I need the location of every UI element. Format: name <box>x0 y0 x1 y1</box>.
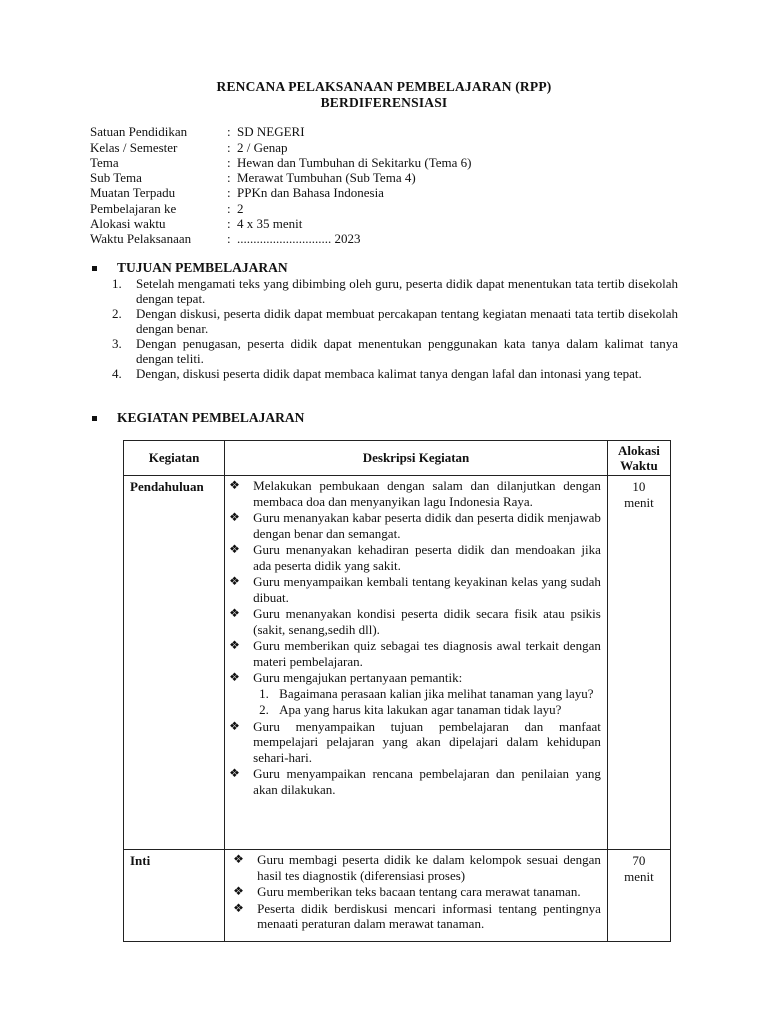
pemantik-text: Bagaimana perasaan kalian jika melihat tanaman yang layu? <box>279 685 594 701</box>
identity-colon: : <box>227 170 231 185</box>
identity-value: PPKn dan Bahasa Indonesia <box>237 185 384 200</box>
list-item <box>229 478 601 509</box>
diamond-bullet-icon: ❖ <box>229 638 240 652</box>
objective-text: Dengan, diskusi peserta didik dapat membaca kalimat tanya dengan lafal dan intonasi yang tepat. <box>136 366 642 381</box>
list-item-text: Melakukan pembukaan dengan salam dan dilanjutkan dengan membaca doa dan menyanyikan lagu Indonesia Raya. <box>253 478 601 509</box>
identity-value: SD NEGERI <box>237 124 305 139</box>
identity-colon: : <box>227 201 231 216</box>
diamond-bullet-icon: ❖ <box>229 670 240 684</box>
table-header-row <box>124 441 671 476</box>
list-item-text: Guru menyampaikan tujuan pembelajaran dan manfaat mempelajari pelajaran yang akan dipelajari dalam kehidupan sehari-hari. <box>253 718 601 765</box>
list-item <box>229 670 601 718</box>
objective-item <box>112 366 678 381</box>
pemantik-number: 2. <box>259 702 269 717</box>
section-heading-kegiatan: KEGIATAN PEMBELAJARAN <box>117 410 305 425</box>
list-item <box>233 901 601 932</box>
list-item-text: Guru memberikan teks bacaan tentang cara merawat tanaman. <box>257 884 581 899</box>
activity-description <box>225 850 608 942</box>
identity-colon: : <box>227 140 231 155</box>
identity-label: Alokasi waktu <box>90 216 166 231</box>
list-item <box>229 510 601 541</box>
duration-unit: menit <box>624 494 654 510</box>
identity-value: ............................. 2023 <box>237 231 361 246</box>
identity-label: Waktu Pelaksanaan <box>90 231 192 246</box>
pemantik-list <box>253 686 601 718</box>
list-item-text: Guru menanyakan kondisi peserta didik secara fisik atau psikis (sakit, senang,sedih dll). <box>253 606 601 637</box>
list-item <box>229 574 601 605</box>
duration-value: 10 <box>632 479 646 494</box>
objective-text: Dengan diskusi, peserta didik dapat membuat percakapan tentang kegiatan menaati tata tertib disekolah dengan benar. <box>136 306 678 336</box>
objective-item <box>112 306 678 336</box>
list-item <box>229 606 601 637</box>
objective-number: 3. <box>112 336 122 351</box>
list-item-text: Guru menyampaikan rencana pembelajaran dan penilaian yang akan dilakukan. <box>253 766 601 797</box>
list-item-text: Guru memberikan quiz sebagai tes diagnosis awal terkait dengan materi pembelajaran. <box>253 638 601 669</box>
activity-table <box>123 440 671 942</box>
pemantik-text: Apa yang harus kita lakukan agar tanaman tidak layu? <box>279 702 562 717</box>
identity-value: 2 <box>237 201 244 216</box>
identity-colon: : <box>227 124 231 139</box>
diamond-bullet-icon: ❖ <box>229 574 240 588</box>
diamond-bullet-icon: ❖ <box>233 852 244 866</box>
list-item-text: Guru menanyakan kehadiran peserta didik dan mendoakan jika ada peserta didik yang sakit. <box>253 542 601 573</box>
list-item <box>229 638 601 669</box>
list-item <box>229 719 601 766</box>
description-list <box>225 850 607 932</box>
list-item <box>229 542 601 573</box>
header-kegiatan: Kegiatan <box>124 441 225 476</box>
diamond-bullet-icon: ❖ <box>229 606 240 620</box>
description-list <box>225 476 607 797</box>
diamond-bullet-icon: ❖ <box>229 718 240 733</box>
objective-item <box>112 276 678 306</box>
diamond-bullet-icon: ❖ <box>229 766 240 780</box>
diamond-bullet-icon: ❖ <box>229 478 240 492</box>
objective-text: Setelah mengamati teks yang dibimbing oleh guru, peserta didik dapat menentukan tata tertib disekolah dengan tepat. <box>136 276 678 306</box>
list-item-text: Peserta didik berdiskusi mencari informasi tentang pentingnya menaati peraturan dalam merawat tanaman. <box>257 900 601 931</box>
objective-number: 2. <box>112 306 122 321</box>
identity-colon: : <box>227 185 231 200</box>
identity-label: Kelas / Semester <box>90 140 178 155</box>
identity-label: Pembelajaran ke <box>90 201 177 216</box>
identity-colon: : <box>227 216 231 231</box>
identity-value: Hewan dan Tumbuhan di Sekitarku (Tema 6) <box>237 155 472 170</box>
activity-duration <box>607 476 670 850</box>
pemantik-item <box>259 702 601 718</box>
duration-unit: menit <box>624 868 654 884</box>
list-item <box>233 852 601 883</box>
activity-name: Inti <box>124 850 225 942</box>
identity-label: Muatan Terpadu <box>90 185 176 200</box>
objective-number: 1. <box>112 276 122 291</box>
document-subtitle: BERDIFERENSIASI <box>320 95 448 110</box>
identity-colon: : <box>227 231 231 246</box>
diamond-bullet-icon: ❖ <box>233 900 244 915</box>
identity-value: 2 / Genap <box>237 140 288 155</box>
objective-number: 4. <box>112 366 122 381</box>
header-deskripsi: Deskripsi Kegiatan <box>225 441 608 476</box>
list-item-text: Guru menanyakan kabar peserta didik dan peserta didik menjawab dengan benar dan semangat. <box>253 510 601 541</box>
diamond-bullet-icon: ❖ <box>233 884 244 898</box>
pemantik-item <box>259 686 601 702</box>
section-bullet-icon <box>92 266 97 271</box>
identity-colon: : <box>227 155 231 170</box>
identity-label: Satuan Pendidikan <box>90 124 188 139</box>
identity-value: 4 x 35 menit <box>237 216 303 231</box>
activity-description <box>225 476 608 850</box>
objective-item <box>112 336 678 366</box>
activity-name: Pendahuluan <box>124 476 225 850</box>
list-item-text: Guru menyampaikan kembali tentang keyakinan kelas yang sudah dibuat. <box>253 574 601 605</box>
header-alokasi: Alokasi Waktu <box>607 441 670 476</box>
document-title: RENCANA PELAKSANAAN PEMBELAJARAN (RPP) <box>216 79 552 94</box>
objective-text: Dengan penugasan, peserta didik dapat menentukan penggunakan kata tanya dalam kalimat tanya dengan teliti. <box>136 336 678 366</box>
table-row <box>124 476 671 850</box>
duration-value: 70 <box>632 853 646 868</box>
section-bullet-icon <box>92 416 97 421</box>
identity-label: Tema <box>90 155 119 170</box>
table-row <box>124 850 671 942</box>
diamond-bullet-icon: ❖ <box>229 542 240 556</box>
list-item-text: Guru mengajukan pertanyaan pemantik: <box>253 670 463 685</box>
list-item <box>229 766 601 797</box>
section-heading-tujuan: TUJUAN PEMBELAJARAN <box>117 260 288 275</box>
identity-value: Merawat Tumbuhan (Sub Tema 4) <box>237 170 416 185</box>
pemantik-number: 1. <box>259 685 269 701</box>
activity-duration <box>607 850 670 942</box>
identity-label: Sub Tema <box>90 170 142 185</box>
list-item <box>233 884 601 900</box>
diamond-bullet-icon: ❖ <box>229 510 240 524</box>
list-item-text: Guru membagi peserta didik ke dalam kelompok sesuai dengan hasil tes diagnostik (diferensiasi proses) <box>257 852 601 883</box>
